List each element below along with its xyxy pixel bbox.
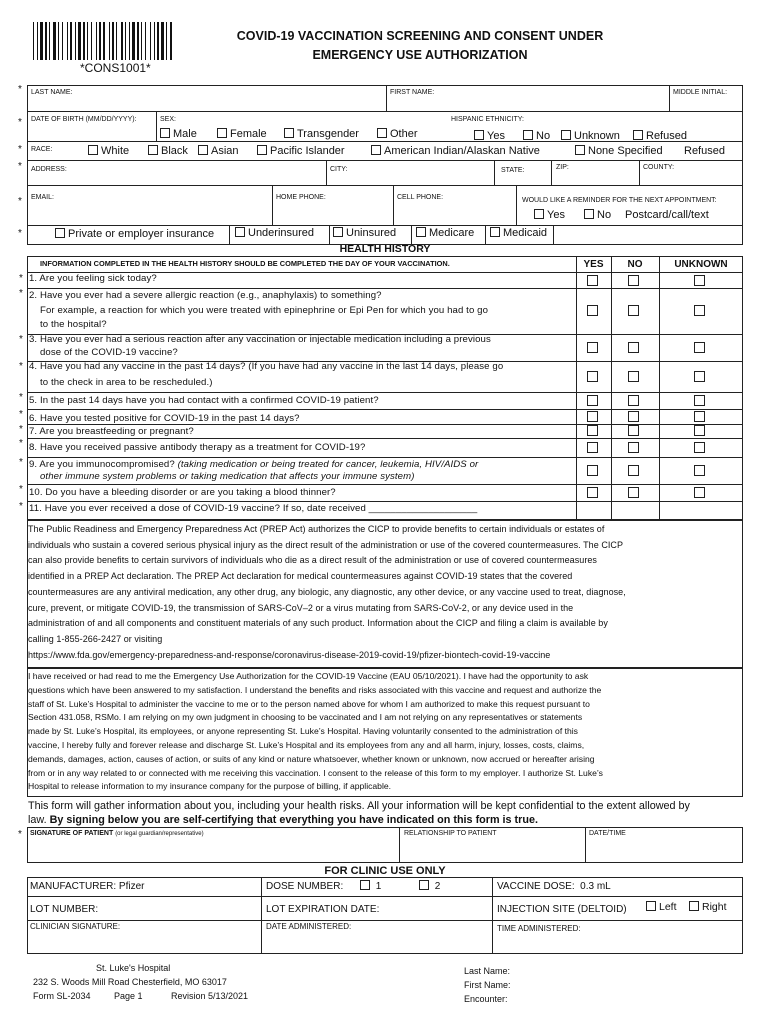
checkbox[interactable] [88, 145, 98, 155]
signature-field[interactable] [30, 830, 204, 838]
question-8-unknown-checkbox[interactable] [694, 442, 705, 453]
required-marker: * [19, 501, 23, 512]
race-option-pacific-islander[interactable]: Pacific Islander [257, 145, 345, 157]
prep-line: individuals who sustain a covered serious physical injury as the direct result of the administration or use of the covered countermeasures. The CICP [28, 539, 624, 550]
dose-option-2[interactable]: 2 [419, 880, 440, 893]
race-option-asian[interactable]: Asian [198, 145, 239, 157]
row-divider [27, 484, 743, 485]
insurance-option-private[interactable]: Private or employer insurance [55, 228, 214, 240]
required-marker: * [19, 424, 23, 435]
race-option-white[interactable]: White [88, 145, 129, 157]
clinic-title: FOR CLINIC USE ONLY [324, 865, 446, 877]
barcode-bar [141, 22, 142, 60]
question-4-unknown-checkbox[interactable] [694, 371, 705, 382]
question-8-text: 8. Have you received passive antibody therapy as a treatment for COVID-19? [29, 442, 366, 453]
checkbox[interactable] [333, 227, 343, 237]
required-marker: * [19, 361, 23, 372]
question-1-yes-checkbox[interactable] [587, 275, 598, 286]
consent-line: demands, damages, action, causes of action, or suits of any kind or nature whatsoever, whether known or unknown, now accrued or hereafter arising [28, 753, 595, 764]
question-9-text: 9. Are you immunocompromised? (taking medication or being treated for cancer, leukemia, HIV/AIDS or [29, 459, 479, 470]
barcode-bar [99, 22, 101, 60]
form-title-line1: COVID-19 VACCINATION SCREENING AND CONSENT UNDER [236, 29, 604, 43]
health-history-instruction: INFORMATION COMPLETED IN THE HEALTH HISTORY SHOULD BE COMPLETED THE DAY OF YOUR VACCINATION. [40, 259, 450, 268]
barcode-bar [62, 22, 63, 60]
checkbox[interactable] [257, 145, 267, 155]
question-4-no-checkbox[interactable] [628, 371, 639, 382]
prep-line: countermeasures are any antiviral medication, any other drug, any biologic, any diagnostic, any other device, or any vaccine used to treat, diagnose, [28, 586, 626, 597]
relationship-field[interactable]: RELATIONSHIP TO PATIENT [404, 830, 497, 837]
barcode-bar [87, 22, 88, 60]
barcode-bar [109, 22, 110, 60]
question-2-no-checkbox[interactable] [628, 305, 639, 316]
barcode-bar [129, 22, 130, 60]
signature-label: SIGNATURE OF PATIENT [30, 830, 114, 837]
clinician-signature-field[interactable]: CLINICIAN SIGNATURE: [30, 922, 121, 931]
checkbox[interactable] [148, 145, 158, 155]
notice-line1: This form will gather information about you, including your health risks. All your information will be kept confidential to the extent allowed by [28, 800, 690, 812]
vaccine-dose-label: VACCINE DOSE: [497, 881, 575, 892]
checkbox[interactable] [55, 228, 65, 238]
checkbox[interactable] [575, 145, 585, 155]
barcode-bar [58, 22, 59, 60]
checkbox[interactable] [416, 227, 426, 237]
date-administered-field[interactable]: DATE ADMINISTERED: [266, 922, 352, 931]
datetime-field[interactable]: DATE/TIME [589, 830, 626, 837]
question-8-no-checkbox[interactable] [628, 442, 639, 453]
footer-revision: Revision 5/13/2021 [171, 991, 249, 1001]
injection-option-right[interactable]: Right [689, 901, 727, 913]
question-5-no-checkbox[interactable] [628, 395, 639, 406]
footer-org-name: St. Luke's Hospital [96, 963, 171, 973]
question-7-unknown-checkbox[interactable] [694, 425, 705, 436]
barcode-bar [96, 22, 97, 60]
consent-line: staff of St. Luke’s Hospital to administer the vaccine to me or to the person named above for whom I am authorized to make this request pursuant to [28, 698, 590, 709]
consent-line: Hospital to release information to my insurance company for the purpose of billing, if applicable. [28, 781, 392, 792]
question-2-yes-checkbox[interactable] [587, 305, 598, 316]
question-8-yes-checkbox[interactable] [587, 442, 598, 453]
question-9-no-checkbox[interactable] [628, 465, 639, 476]
notice-line2 [28, 814, 538, 827]
question-2-text: 2. Have you ever had a severe allergic reaction (e.g., anaphylaxis) to something? [29, 290, 382, 301]
hispanic-option-yes[interactable]: Yes [474, 130, 505, 142]
prep-line: cure, prevent, or mitigate COVID-19, the transmission of SARS-CoV–2 or a virus mutating from SARS-CoV-2, or any device used in the [28, 602, 574, 613]
race-option-black[interactable]: Black [148, 145, 188, 157]
footer-encounter: Encounter: [464, 994, 508, 1004]
question-6-unknown-checkbox[interactable] [694, 411, 705, 422]
hispanic-option-no[interactable]: No [523, 130, 550, 142]
consent-line: from or in any way related to or connected with me receiving this vaccination. I consent to the release of this form to my employer. I authorize St. Luke’s [28, 767, 603, 778]
row-divider [27, 457, 743, 458]
row-divider [27, 438, 743, 439]
city-field[interactable]: CITY: [330, 166, 348, 173]
prep-line: can also provide benefits to certain survivors of individuals who die as a direct result of the administration or use of covered countermeasures [28, 555, 597, 566]
required-marker: * [19, 288, 23, 299]
barcode-bar [33, 22, 34, 60]
dose-number-label: DOSE NUMBER: [266, 881, 344, 892]
barcode-bar [103, 22, 105, 60]
checkbox[interactable] [284, 128, 294, 138]
barcode-bar [37, 22, 38, 60]
dose-option-1[interactable]: 1 [360, 880, 381, 893]
question-9-text: other immune system problems or taking medication that affects your immune system) [40, 471, 415, 482]
barcode-bar [116, 22, 117, 60]
consent-line: Section 431.058, RSMo. I am relying on my own judgment in choosing to be vaccinated and I am not relying on any representatives or statements [28, 712, 583, 723]
required-marker: * [19, 484, 23, 495]
footer-page: Page 1 [114, 991, 143, 1001]
footer-last-name: Last Name: [464, 966, 511, 976]
row-divider [27, 392, 743, 393]
question-10-yes-checkbox[interactable] [587, 487, 598, 498]
insurance-option-medicaid[interactable]: Medicaid [490, 227, 547, 239]
question-1-text: 1. Are you feeling sick today? [29, 273, 157, 284]
question-2-text: to the hospital? [40, 319, 107, 330]
checkbox[interactable] [371, 145, 381, 155]
injection-option-left[interactable]: Left [646, 901, 677, 913]
manufacturer-field [30, 881, 144, 893]
question-9-unknown-checkbox[interactable] [694, 465, 705, 476]
checkbox[interactable] [360, 880, 370, 890]
row-divider [27, 409, 743, 410]
column-yes: YES [583, 259, 604, 270]
footer-form-number: Form SL-2034 [33, 991, 91, 1001]
checkbox[interactable] [490, 227, 500, 237]
health-history-title: HEALTH HISTORY [339, 243, 431, 255]
prep-line: The Public Readiness and Emergency Preparedness Act (PREP Act) authorizes the CICP to provide benefits to certain individuals or estates of [28, 524, 605, 534]
race-option-refused[interactable]: Refused [684, 145, 725, 157]
question-4-text: to the check in area to be rescheduled.) [40, 377, 213, 388]
checkbox[interactable] [160, 128, 170, 138]
question-3-unknown-checkbox[interactable] [694, 342, 705, 353]
question-11-text: 11. Have you ever received a dose of COVID-19 vaccine? If so, date received ____________________ [29, 503, 478, 514]
checkbox[interactable] [235, 227, 245, 237]
time-administered-field[interactable]: TIME ADMINISTERED: [497, 924, 581, 933]
question-3-text: 3. Have you ever had a serious reaction after any vaccination or injectable medication including a previous [29, 334, 491, 345]
state-field[interactable]: STATE: [501, 167, 525, 174]
form-title-line2: EMERGENCY USE AUTHORIZATION [312, 48, 528, 62]
barcode-bar [75, 22, 76, 60]
checkbox[interactable] [584, 209, 594, 219]
insurance-option-uninsured[interactable]: Uninsured [333, 227, 396, 239]
prep-line-url[interactable]: https://www.fda.gov/emergency-preparedness-and-response/coronavirus-disease-2019-covid-19/pfizer-biontech-covid-19-vaccine [28, 649, 551, 660]
prep-line: calling 1-855-266-2427 or visiting [28, 633, 163, 644]
question-6-text: 6. Have you tested positive for COVID-19 in the past 14 days? [29, 413, 300, 424]
insurance-option-underinsured[interactable]: Underinsured [235, 227, 314, 239]
question-5-yes-checkbox[interactable] [587, 395, 598, 406]
question-5-unknown-checkbox[interactable] [694, 395, 705, 406]
hispanic-option-refused[interactable]: Refused [633, 130, 687, 142]
home-phone-field[interactable]: HOME PHONE: [276, 194, 326, 201]
barcode-bar [49, 22, 50, 60]
barcode-bar [132, 22, 135, 60]
required-marker: * [19, 334, 23, 345]
question-5-text: 5. In the past 14 days have you had contact with a confirmed COVID-19 patient? [29, 395, 379, 406]
first-name-field[interactable]: FIRST NAME: [390, 89, 435, 96]
question-6-yes-checkbox[interactable] [587, 411, 598, 422]
question-1-unknown-checkbox[interactable] [694, 275, 705, 286]
question-3-yes-checkbox[interactable] [587, 342, 598, 353]
demographics-box [27, 85, 743, 245]
sex-option-transgender[interactable]: Transgender [284, 128, 359, 140]
checkbox[interactable] [561, 130, 571, 140]
reminder-option-no[interactable]: No [584, 209, 611, 221]
insurance-option-medicare[interactable]: Medicare [416, 227, 474, 239]
row-divider [27, 501, 743, 502]
checkbox[interactable] [633, 130, 643, 140]
barcode-bar [166, 22, 167, 60]
checkbox[interactable] [419, 880, 429, 890]
barcode-code: *CONS1001* [80, 61, 151, 75]
middle-initial-field[interactable]: MIDDLE INITIAL: [673, 89, 728, 96]
prep-line: identified in a PREP Act declaration. The PREP Act declaration for medical countermeasures against COVID-19 states that the covered [28, 571, 573, 582]
race-label: RACE: [31, 146, 53, 153]
barcode-bar [45, 22, 47, 60]
sex-option-female[interactable]: Female [217, 128, 267, 140]
barcode-bar [125, 22, 126, 60]
question-4-text: 4. Have you had any vaccine in the past 14 days? (If you have had any vaccine in the last 14 days, please go [29, 361, 504, 372]
sex-option-other[interactable]: Other [377, 128, 418, 140]
notice-bold: By signing below you are self-certifying that everything you have indicated on this form is true. [49, 814, 538, 826]
address-field[interactable]: ADDRESS: [31, 166, 67, 173]
question-1-no-checkbox[interactable] [628, 275, 639, 286]
required-marker: * [19, 438, 23, 449]
county-field[interactable]: COUNTY: [643, 164, 675, 171]
question-4-yes-checkbox[interactable] [587, 371, 598, 382]
question-6-no-checkbox[interactable] [628, 411, 639, 422]
dob-field[interactable]: DATE OF BIRTH (MM/DD/YYYY): [31, 116, 137, 123]
barcode-bar [53, 22, 56, 60]
question-2-text: For example, a reaction for which you were treated with epinephrine or Epi Pen for which you had to go [40, 305, 489, 316]
question-3-no-checkbox[interactable] [628, 342, 639, 353]
question-9-italic: (taking medication or being treated for cancer, leukemia, HIV/AIDS or [174, 459, 479, 470]
race-option-american-indian[interactable]: American Indian/Alaskan Native [371, 145, 540, 157]
consent-line: vaccine, I hereby fully and forever release and discharge St. Luke’s Hospital and its employees from any and all harm, injury, losses, costs, claims, [28, 739, 585, 750]
checkbox[interactable] [217, 128, 227, 138]
sex-label: SEX: [160, 116, 176, 123]
question-7-no-checkbox[interactable] [628, 425, 639, 436]
question-3-text: dose of the COVID-19 vaccine? [40, 347, 178, 358]
consent-line: I have received or had read to me the Emergency Use Authorization for the COVID-19 Vaccine (EAU 05/10/2021). I have had the opportunity to ask [28, 671, 589, 681]
hispanic-label: HISPANIC ETHNICITY: [451, 116, 524, 123]
prep-line: administration of and all components and constituent materials of any such product. Information about the CICP and filing a claim is available by [28, 618, 608, 629]
barcode-bar [91, 22, 92, 60]
barcode-bar [157, 22, 159, 60]
barcode-bar [154, 22, 155, 60]
barcode-bar [40, 22, 43, 60]
barcode-bar [145, 22, 146, 60]
reminder-note: Postcard/call/text [625, 209, 709, 221]
checkbox[interactable] [689, 901, 699, 911]
zip-field[interactable]: ZIP: [556, 164, 569, 171]
lot-number-field[interactable]: LOT NUMBER: [30, 904, 99, 915]
reminder-label: WOULD LIKE A REMINDER FOR THE NEXT APPOINTMENT: [522, 197, 717, 204]
checkbox[interactable] [646, 901, 656, 911]
consent-line: questions which have been answered to my satisfaction. I understand the benefits and risks associated with this vaccine and request and authorize the [28, 684, 602, 695]
checkbox[interactable] [377, 128, 387, 138]
checkbox[interactable] [198, 145, 208, 155]
checkbox[interactable] [523, 130, 533, 140]
barcode-bar [70, 22, 72, 60]
column-unknown: UNKNOWN [674, 259, 728, 270]
barcode-bar [137, 22, 139, 60]
prep-act-text [28, 522, 744, 663]
question-10-no-checkbox[interactable] [628, 487, 639, 498]
injection-site-label: INJECTION SITE (DELTOID) [497, 904, 627, 915]
question-9-yes-checkbox[interactable] [587, 465, 598, 476]
barcode-bar [150, 22, 151, 60]
barcode-bar [121, 22, 123, 60]
manufacturer-label: MANUFACTURER: [30, 881, 117, 892]
notice-prefix: law. [28, 814, 47, 826]
barcode-bar [83, 22, 85, 60]
hispanic-option-unknown[interactable]: Unknown [561, 130, 620, 142]
consent-line: made by St. Luke’s Hospital, its employees, or anyone representing St. Luke’s Hospital. Having voluntarily consented to the administration of this [28, 726, 578, 737]
required-marker: * [19, 457, 23, 468]
row-divider [27, 288, 743, 289]
barcode-bar [112, 22, 114, 60]
signature-sublabel: (or legal guardian/representative) [115, 831, 204, 837]
question-2-unknown-checkbox[interactable] [694, 305, 705, 316]
question-10-text: 10. Do you have a bleeding disorder or are you taking a blood thinner? [29, 487, 336, 498]
checkbox[interactable] [534, 209, 544, 219]
cell-phone-field[interactable]: CELL PHONE: [397, 194, 444, 201]
email-field[interactable]: EMAIL: [31, 194, 54, 201]
question-7-yes-checkbox[interactable] [587, 425, 598, 436]
column-no: NO [627, 259, 643, 270]
vaccine-dose-value: 0.3 mL [580, 881, 611, 892]
required-marker: * [19, 409, 23, 420]
sex-option-male[interactable]: Male [160, 128, 197, 140]
consent-text [28, 670, 744, 794]
barcode-bar [161, 22, 164, 60]
last-name-field[interactable]: LAST NAME: [31, 89, 73, 96]
manufacturer-value: Pfizer [118, 881, 145, 892]
checkbox[interactable] [474, 130, 484, 140]
footer-org-address: 232 S. Woods Mill Road Chesterfield, MO 63017 [33, 977, 227, 987]
lot-expiration-field[interactable]: LOT EXPIRATION DATE: [266, 904, 380, 915]
required-marker: * [19, 392, 23, 403]
required-marker: * [19, 273, 23, 284]
vaccine-dose-field [497, 881, 611, 893]
footer-first-name: First Name: [464, 980, 511, 990]
question-7-text: 7. Are you breastfeeding or pregnant? [29, 426, 194, 437]
question-10-unknown-checkbox[interactable] [694, 487, 705, 498]
barcode [33, 22, 203, 62]
reminder-option-yes[interactable]: Yes [534, 209, 565, 221]
barcode-bar [67, 22, 68, 60]
race-option-none-specified[interactable]: None Specified [575, 145, 663, 157]
barcode-bar [78, 22, 81, 60]
barcode-bar [170, 22, 172, 60]
